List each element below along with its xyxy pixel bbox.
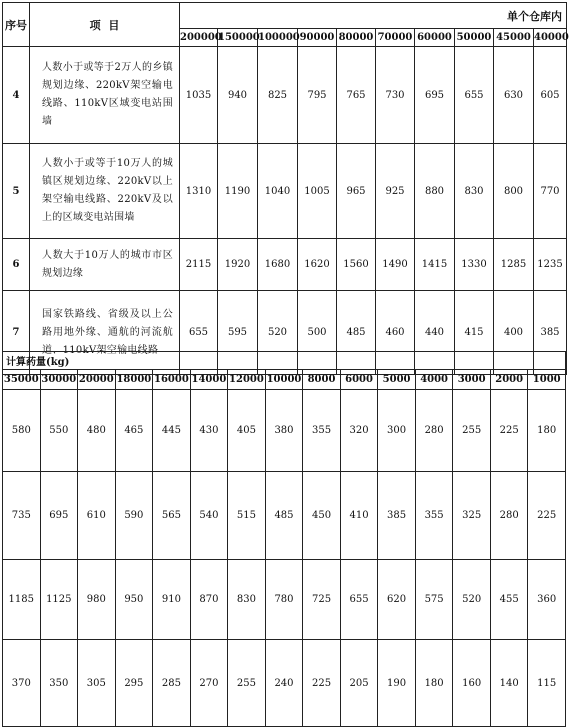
value-cell: 595 bbox=[218, 291, 258, 375]
quantity-column-header: 30000 bbox=[40, 370, 78, 390]
value-cell: 1125 bbox=[40, 560, 78, 640]
value-cell: 270 bbox=[190, 640, 228, 727]
value-cell: 1035 bbox=[180, 47, 218, 144]
value-cell: 280 bbox=[415, 390, 453, 472]
quantity-column-header: 1000 bbox=[528, 370, 566, 390]
value-cell: 240 bbox=[265, 640, 303, 727]
value-cell: 460 bbox=[376, 291, 415, 375]
quantity-header: 计算药量(kg) bbox=[3, 352, 566, 370]
value-cell: 940 bbox=[218, 47, 258, 144]
row-item: 国家铁路线、省级及以上公路用地外缘、通航的河流航道、110kV架空输电线路 bbox=[30, 291, 180, 375]
value-cell: 280 bbox=[490, 472, 528, 560]
value-cell: 965 bbox=[337, 144, 376, 239]
value-cell: 520 bbox=[258, 291, 298, 375]
row-number: 4 bbox=[3, 47, 30, 144]
value-cell: 795 bbox=[298, 47, 337, 144]
value-cell: 485 bbox=[337, 291, 376, 375]
table-row bbox=[3, 560, 566, 640]
value-cell: 415 bbox=[455, 291, 494, 375]
value-cell: 485 bbox=[265, 472, 303, 560]
value-cell: 1330 bbox=[455, 239, 494, 291]
value-cell: 1560 bbox=[337, 239, 376, 291]
value-cell: 550 bbox=[40, 390, 78, 472]
quantity-column-header: 80000 bbox=[337, 29, 376, 47]
value-cell: 160 bbox=[453, 640, 491, 727]
value-cell: 370 bbox=[3, 640, 41, 727]
quantity-column-header: 16000 bbox=[153, 370, 191, 390]
value-cell: 325 bbox=[453, 472, 491, 560]
value-cell: 630 bbox=[494, 47, 534, 144]
value-cell: 305 bbox=[78, 640, 116, 727]
value-cell: 190 bbox=[378, 640, 416, 727]
value-cell: 870 bbox=[190, 560, 228, 640]
row-item: 人数小于或等于2万人的乡镇规划边缘、220kV架空输电线路、110kV区域变电站围墙 bbox=[30, 47, 180, 144]
value-cell: 605 bbox=[534, 47, 567, 144]
quantity-column-header: 20000 bbox=[78, 370, 116, 390]
value-cell: 400 bbox=[494, 291, 534, 375]
quantity-column-header: 14000 bbox=[190, 370, 228, 390]
value-cell: 770 bbox=[534, 144, 567, 239]
quantity-column-header: 100000 bbox=[258, 29, 298, 47]
value-cell: 655 bbox=[455, 47, 494, 144]
quantity-column-header: 3000 bbox=[453, 370, 491, 390]
value-cell: 1920 bbox=[218, 239, 258, 291]
table-row bbox=[3, 640, 566, 727]
value-cell: 450 bbox=[303, 472, 341, 560]
quantity-column-header: 10000 bbox=[265, 370, 303, 390]
value-cell: 360 bbox=[528, 560, 566, 640]
value-cell: 410 bbox=[340, 472, 378, 560]
quantity-column-header: 2000 bbox=[490, 370, 528, 390]
value-cell: 285 bbox=[153, 640, 191, 727]
value-cell: 225 bbox=[303, 640, 341, 727]
table-row bbox=[3, 472, 566, 560]
value-cell: 350 bbox=[40, 640, 78, 727]
value-cell: 255 bbox=[453, 390, 491, 472]
value-cell: 445 bbox=[153, 390, 191, 472]
value-cell: 140 bbox=[490, 640, 528, 727]
value-cell: 465 bbox=[115, 390, 153, 472]
quantity-column-header: 150000 bbox=[218, 29, 258, 47]
value-cell: 1490 bbox=[376, 239, 415, 291]
value-cell: 1310 bbox=[180, 144, 218, 239]
value-cell: 590 bbox=[115, 472, 153, 560]
value-cell: 480 bbox=[78, 390, 116, 472]
value-cell: 455 bbox=[490, 560, 528, 640]
quantity-column-header: 70000 bbox=[376, 29, 415, 47]
table-row bbox=[3, 239, 567, 291]
row-item: 人数大于10万人的城市市区规划边缘 bbox=[30, 239, 180, 291]
value-cell: 765 bbox=[337, 47, 376, 144]
value-cell: 430 bbox=[190, 390, 228, 472]
value-cell: 355 bbox=[303, 390, 341, 472]
value-cell: 780 bbox=[265, 560, 303, 640]
row-number: 7 bbox=[3, 291, 30, 375]
value-cell: 180 bbox=[415, 640, 453, 727]
value-cell: 695 bbox=[40, 472, 78, 560]
quantity-column-header: 90000 bbox=[298, 29, 337, 47]
value-cell: 440 bbox=[415, 291, 455, 375]
value-cell: 1185 bbox=[3, 560, 41, 640]
quantity-column-header: 6000 bbox=[340, 370, 378, 390]
value-cell: 385 bbox=[378, 472, 416, 560]
quantity-column-header: 200000 bbox=[180, 29, 218, 47]
value-cell: 880 bbox=[415, 144, 455, 239]
quantity-column-header: 5000 bbox=[378, 370, 416, 390]
quantity-column-header: 35000 bbox=[3, 370, 41, 390]
value-cell: 735 bbox=[3, 472, 41, 560]
unit-header: 单个仓库内 bbox=[180, 3, 567, 29]
quantity-column-header: 18000 bbox=[115, 370, 153, 390]
quantity-column-header: 50000 bbox=[455, 29, 494, 47]
value-cell: 575 bbox=[415, 560, 453, 640]
value-cell: 950 bbox=[115, 560, 153, 640]
quantity-column-header: 45000 bbox=[494, 29, 534, 47]
value-cell: 580 bbox=[3, 390, 41, 472]
value-cell: 910 bbox=[153, 560, 191, 640]
value-cell: 300 bbox=[378, 390, 416, 472]
value-cell: 655 bbox=[180, 291, 218, 375]
value-cell: 830 bbox=[455, 144, 494, 239]
value-cell: 1620 bbox=[298, 239, 337, 291]
table-row bbox=[3, 47, 567, 144]
value-cell: 1190 bbox=[218, 144, 258, 239]
quantity-column-header: 8000 bbox=[303, 370, 341, 390]
value-cell: 695 bbox=[415, 47, 455, 144]
value-cell: 725 bbox=[303, 560, 341, 640]
value-cell: 380 bbox=[265, 390, 303, 472]
value-cell: 520 bbox=[453, 560, 491, 640]
value-cell: 800 bbox=[494, 144, 534, 239]
item-header: 项 目 bbox=[30, 3, 180, 47]
value-cell: 2115 bbox=[180, 239, 218, 291]
value-cell: 320 bbox=[340, 390, 378, 472]
value-cell: 1040 bbox=[258, 144, 298, 239]
upper-table bbox=[2, 2, 567, 375]
value-cell: 540 bbox=[190, 472, 228, 560]
value-cell: 565 bbox=[153, 472, 191, 560]
value-cell: 1005 bbox=[298, 144, 337, 239]
value-cell: 225 bbox=[528, 472, 566, 560]
quantity-column-header: 40000 bbox=[534, 29, 567, 47]
value-cell: 925 bbox=[376, 144, 415, 239]
value-cell: 385 bbox=[534, 291, 567, 375]
row-number: 5 bbox=[3, 144, 30, 239]
value-cell: 1415 bbox=[415, 239, 455, 291]
value-cell: 1235 bbox=[534, 239, 567, 291]
value-cell: 205 bbox=[340, 640, 378, 727]
value-cell: 1285 bbox=[494, 239, 534, 291]
lower-table bbox=[2, 351, 566, 727]
value-cell: 405 bbox=[228, 390, 266, 472]
value-cell: 115 bbox=[528, 640, 566, 727]
value-cell: 730 bbox=[376, 47, 415, 144]
table-row bbox=[3, 144, 567, 239]
value-cell: 225 bbox=[490, 390, 528, 472]
value-cell: 610 bbox=[78, 472, 116, 560]
value-cell: 295 bbox=[115, 640, 153, 727]
quantity-column-header: 4000 bbox=[415, 370, 453, 390]
table-row bbox=[3, 390, 566, 472]
value-cell: 500 bbox=[298, 291, 337, 375]
seq-header: 序号 bbox=[3, 3, 30, 47]
value-cell: 1680 bbox=[258, 239, 298, 291]
row-number: 6 bbox=[3, 239, 30, 291]
value-cell: 830 bbox=[228, 560, 266, 640]
quantity-column-header: 60000 bbox=[415, 29, 455, 47]
value-cell: 355 bbox=[415, 472, 453, 560]
value-cell: 255 bbox=[228, 640, 266, 727]
value-cell: 655 bbox=[340, 560, 378, 640]
value-cell: 980 bbox=[78, 560, 116, 640]
value-cell: 180 bbox=[528, 390, 566, 472]
value-cell: 620 bbox=[378, 560, 416, 640]
value-cell: 515 bbox=[228, 472, 266, 560]
row-item: 人数小于或等于10万人的城镇区规划边缘、220kV以上架空输电线路、220kV及以上的区域变电站围墙 bbox=[30, 144, 180, 239]
value-cell: 825 bbox=[258, 47, 298, 144]
quantity-column-header: 12000 bbox=[228, 370, 266, 390]
